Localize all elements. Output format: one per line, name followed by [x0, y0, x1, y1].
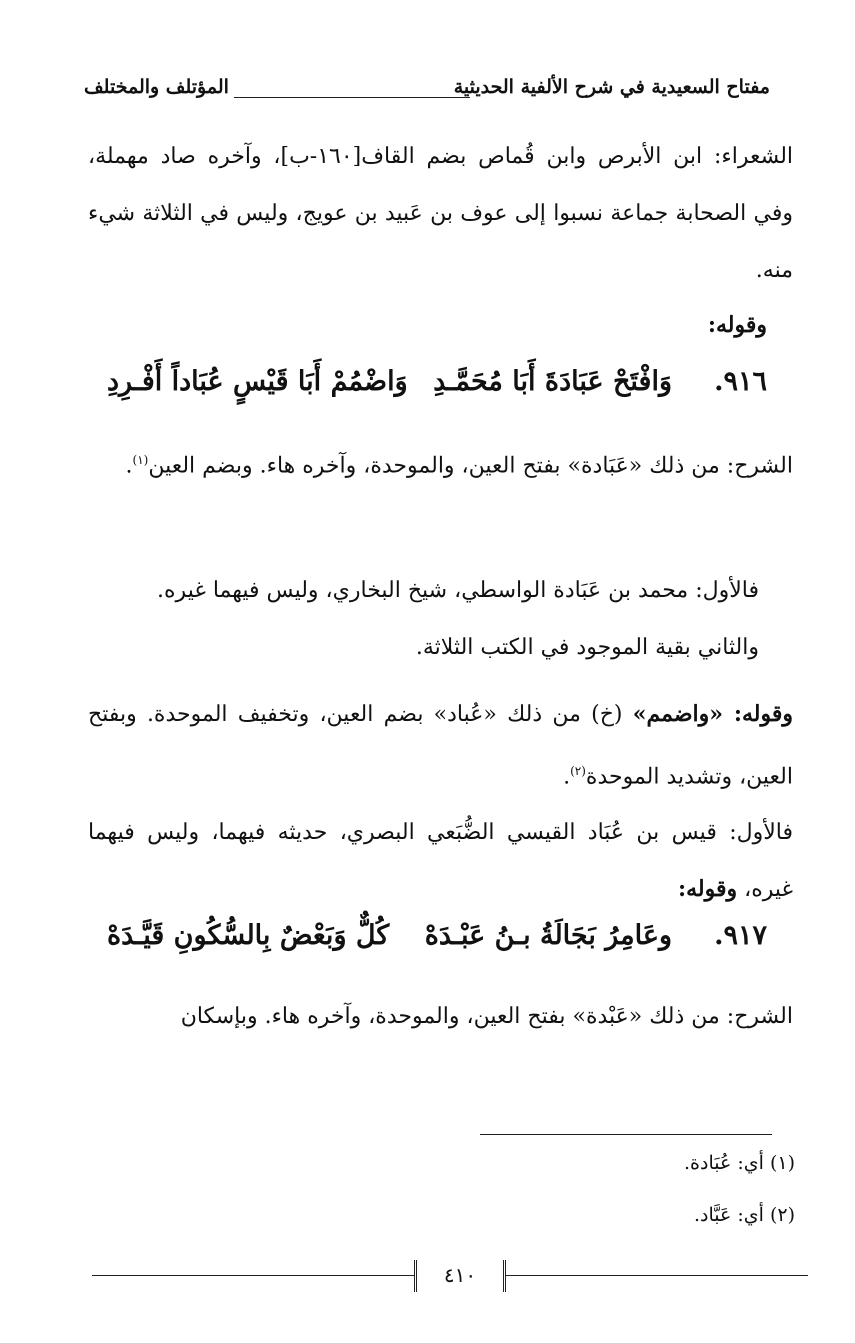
paragraph-4: والثاني بقية الموجود في الكتب الثلاثة. [415, 635, 759, 660]
page-number: ٤١٠ [414, 1260, 506, 1292]
section-title: المؤتلف والمختلف [84, 76, 229, 98]
verse-number: ٩١٦. [714, 366, 767, 397]
footnote-ref-1: (١) [132, 453, 149, 467]
paragraph-6-lead: وقوله: [677, 876, 738, 902]
paragraph-2-text: الشرح: من ذلك «عَبَادة» بفتح العين، والموحدة، وآخره هاء. وبضم العين [148, 453, 793, 479]
verse-number: ٩١٧. [714, 920, 767, 951]
paragraph-5-text: (خ) من ذلك «عُباد» بضم العين، وتخفيف الموحدة. وبفتح العين، وتشديد الموحدة [88, 702, 793, 790]
paragraph-6-text: فالأول: قيس بن عُبَاد القيسي الضُّبَعي البصري، حديثه فيهما، وليس فيهما غيره، [88, 820, 793, 902]
paragraph-1: الشعراء: ابن الأبرص وابن قُماص بضم القاف[١٦٠-ب]، وآخره صاد مهملة، وفي الصحابة جماعة نسبوا إلى عوف بن عَبيد بن عويج، وليس في الثلاثة شيء منه. [88, 144, 794, 283]
header-rule [234, 97, 470, 98]
paragraph-2-end: . [125, 453, 133, 479]
verse-hemistich-2: وَاضْمُمْ أَبَا قَيْسٍ عُبَاداً أَفْـرِدِ [107, 366, 408, 397]
running-header [84, 76, 770, 110]
footer-rule-left [92, 1275, 414, 1276]
verse-hemistich-1: وعَامِرُ بَجَالَةُ بـنُ عَبْـدَهْ [424, 920, 672, 951]
paragraph-5 [88, 686, 793, 805]
footnote-separator [480, 1134, 772, 1135]
page-footer [92, 1264, 808, 1294]
paragraph-5-end: . [563, 764, 571, 790]
verse-hemistich-1: وَافْتَحْ عَبَادَةَ أَبَا مُحَمَّـدِ [433, 366, 672, 397]
verse-hemistich-2: كُلٌّ وَبَعْضٌ بِالسُّكُونِ قَيَّـدَهْ [107, 920, 390, 951]
footnote-2: (٢) أي: عَبَّاد. [693, 1204, 795, 1226]
book-title: مفتاح السعيدية في شرح الألفية الحديثية [453, 76, 770, 98]
paragraph-3: فالأول: محمد بن عَبَادة الواسطي، شيخ البخاري، وليس فيهما غيره. [157, 578, 759, 603]
paragraph-5-lead: وقوله: «واضمم» [632, 701, 793, 727]
paragraph-6 [88, 804, 793, 918]
footnote-1: (١) أي: عُبَادة. [684, 1152, 795, 1174]
verse-916 [107, 366, 767, 412]
footnote-ref-2: (٢) [570, 764, 586, 778]
paragraph-2 [88, 432, 793, 494]
heading-qawluhu: وقوله: [707, 312, 767, 338]
verse-917 [107, 920, 767, 966]
footer-rule-right [506, 1275, 808, 1276]
paragraph-7: الشرح: من ذلك «عَبْدة» بفتح العين، والموحدة، وآخره هاء. وبإسكان [180, 1004, 793, 1029]
